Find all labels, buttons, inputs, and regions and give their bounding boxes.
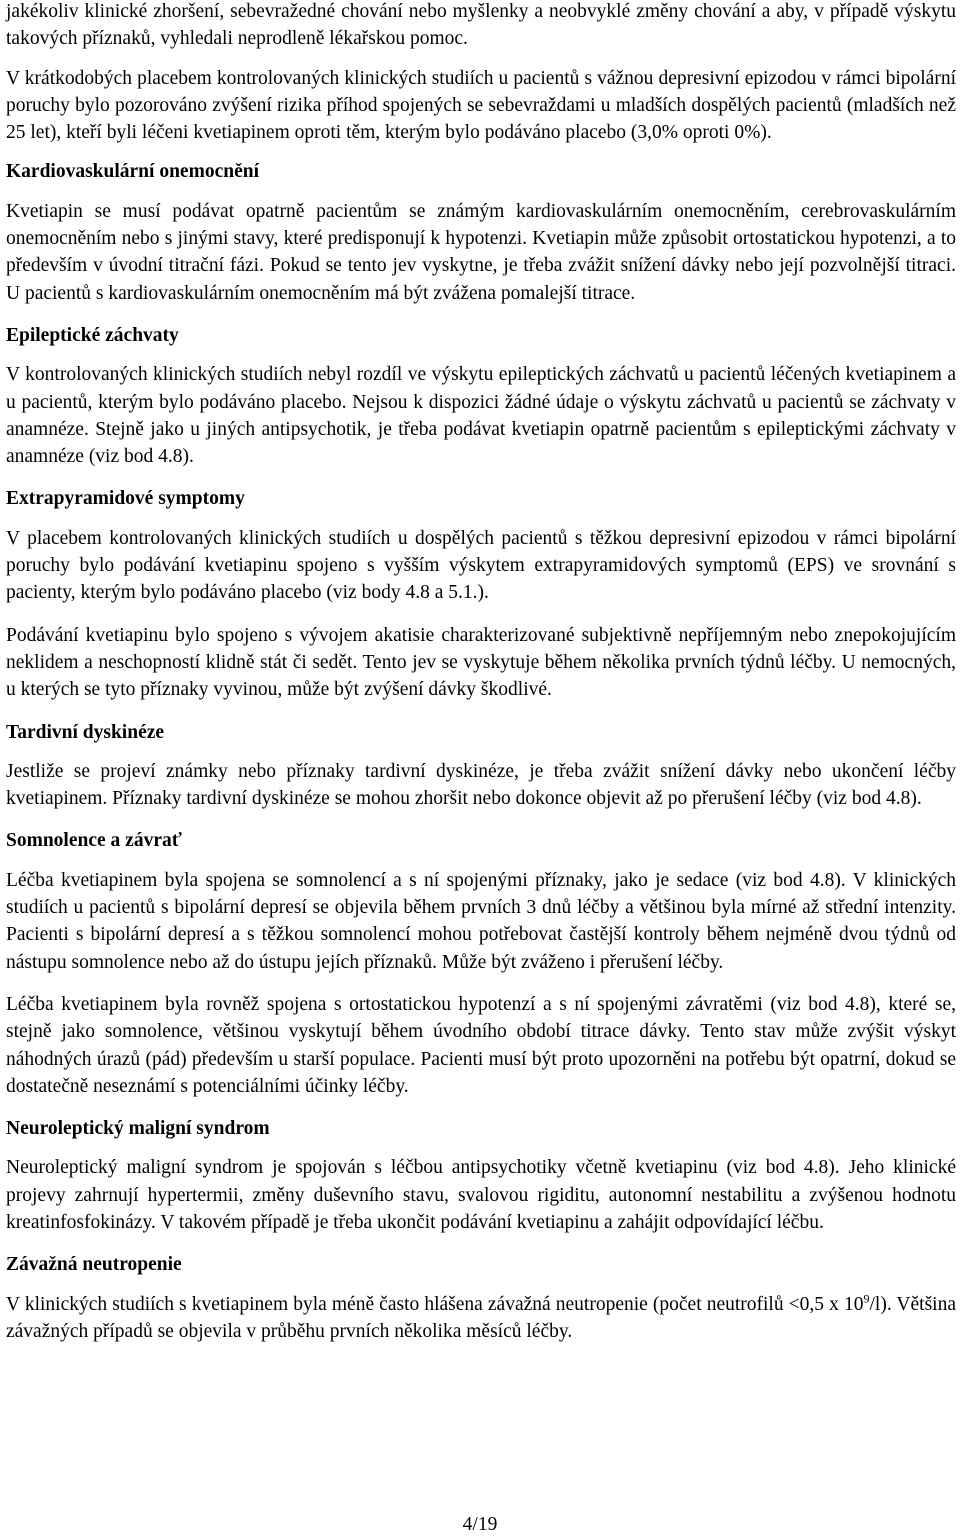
- section-paragraph: Neuroleptický maligní syndrom je spojován s léčbou antipsychotiky včetně kvetiapinu (viz bod 4.8). Jeho klinické projevy zahrnují hypertermii, změny duševního stavu, svalovou rigiditu, autonomní nestabilitu a zvýšenou hodnotu kreatinfosfokinázy. V takovém případě je třeba ukončit podávání kvetiapinu a zahájit odpovídající léčbu.: [6, 1157, 956, 1233]
- section-heading-cardiovascular: Kardiovaskulární onemocnění: [6, 161, 259, 183]
- superscript-exponent: 9: [863, 1291, 870, 1306]
- section-paragraph: Jestliže se projeví známky nebo příznaky tardivní dyskinéze, je třeba zvážit snížení dávky nebo ukončení léčby kvetiapinem. Příznaky tardivní dyskinéze se mohou zhoršit nebo dokonce objevit až po přerušení léčby (viz bod 4.8).: [6, 760, 956, 810]
- section-paragraph: Podávání kvetiapinu bylo spojeno s vývojem akatisie charakterizované subjektivně nepříjemným nebo znepokojujícím neklidem a neschopností klidně stát či sedět. Tento jev se vyskytuje během několika prvních týdnů léčby. U nemocných, u kterých se tyto příznaky vyvinou, může být zvýšení dávky škodlivé.: [6, 624, 956, 701]
- section-heading-neutropenia: Závažná neutropenie: [6, 1254, 182, 1276]
- section-heading-seizures: Epileptické záchvaty: [6, 324, 179, 346]
- section-heading-nms: Neuroleptický maligní syndrom: [6, 1118, 270, 1140]
- section-heading-tardive-dyskinesia: Tardivní dyskinéze: [6, 721, 165, 743]
- document-page: [6, 0, 956, 1360]
- section-paragraph-neutropenia: [6, 1291, 956, 1346]
- section-heading-somnolence: Somnolence a závrať: [6, 830, 182, 852]
- page-number: 4/19: [462, 1514, 498, 1535]
- section-paragraph: Léčba kvetiapinem byla spojena se somnolencí a s ní spojenými příznaky, jako je sedace (viz bod 4.8). V klinických studiích u pacientů s bipolární depresí se objevila během prvních 3 dnů léčby a většinou byla mírné až střední intenzity. Pacienti s bipolární depresí a s těžkou somnolencí mohou potřebovat častější kontroly během nejméně dvou týdnů od nástupu somnolence nebo až do ústupu jejích příznaků. Může být zváženo i přerušení léčby.: [6, 869, 956, 973]
- section-heading-extrapyramidal: Extrapyramidové symptomy: [6, 488, 245, 510]
- intro-paragraph: jakékoliv klinické zhoršení, sebevražedné chování nebo myšlenky a neobvyklé změny chování a aby, v případě výskytu takových příznaků, vyhledali neprodleně lékařskou pomoc.: [6, 1, 956, 50]
- section-paragraph: Kvetiapin se musí podávat opatrně pacientům se známým kardiovaskulárním onemocněním, cerebrovaskulárním onemocněním nebo s jinými stavy, které predisponují k hypotenzi. Kvetiapin může způsobit ortostatickou hypotenzi, a to především v úvodní titrační fázi. Pokud se tento jev vyskytne, je třeba zvážit snížení dávky nebo její pozvolnější titraci. U pacientů s kardiovaskulárním onemocněním má být zvážena pomalejší titrace.: [6, 200, 956, 304]
- section-paragraph: Léčba kvetiapinem byla rovněž spojena s ortostatickou hypotenzí a s ní spojenými závratěmi (viz bod 4.8), které se, stejně jako somnolence, většinou vyskytují během úvodního období titrace dávky. Tento stav může zvýšit výskyt náhodných úrazů (pád) především u starší populace. Pacienti musí být proto upozorněni na potřebu být opatrní, dokud se dostatečně neseznámí s potenciálními účinky léčby.: [6, 993, 956, 1097]
- neutropenia-text-end: /l). Většina závažných případů se objevila v průběhu prvních několika měsíců léčby.: [6, 1293, 956, 1342]
- section-paragraph: V kontrolovaných klinických studiích nebyl rozdíl ve výskytu epileptických záchvatů u pacientů léčených kvetiapinem a u pacientů, kterým bylo podáváno placebo. Nejsou k dispozici žádné údaje o výskytu záchvatů u pacientů se záchvaty v anamnéze. Stejně jako u jiných antipsychotik, je třeba podávat kvetiapin opatrně pacientům s epileptickými záchvaty v anamnéze (viz bod 4.8).: [6, 364, 956, 468]
- neutropenia-text-start: V klinických studiích s kvetiapinem byla méně často hlášena závažná neutropenie (počet neutrofilů <0,5 x 10: [6, 1293, 864, 1315]
- section-paragraph: V placebem kontrolovaných klinických studiích u dospělých pacientů s těžkou depresivní epizodou v rámci bipolární poruchy bylo podávání kvetiapinu spojeno s vyšším výskytem extrapyramidových symptomů (EPS) ve srovnání s pacienty, kterým bylo podáváno placebo (viz body 4.8 a 5.1.).: [6, 527, 956, 604]
- intro-paragraph: V krátkodobých placebem kontrolovaných klinických studiích u pacientů s vážnou depresivní epizodou v rámci bipolární poruchy bylo pozorováno zvýšení rizika příhod spojených se sebevraždami u mladších dospělých pacientů (mladších než 25 let), kteří byli léčeni kvetiapinem oproti těm, kterým bylo podáváno placebo (3,0% oproti 0%).: [6, 67, 956, 144]
